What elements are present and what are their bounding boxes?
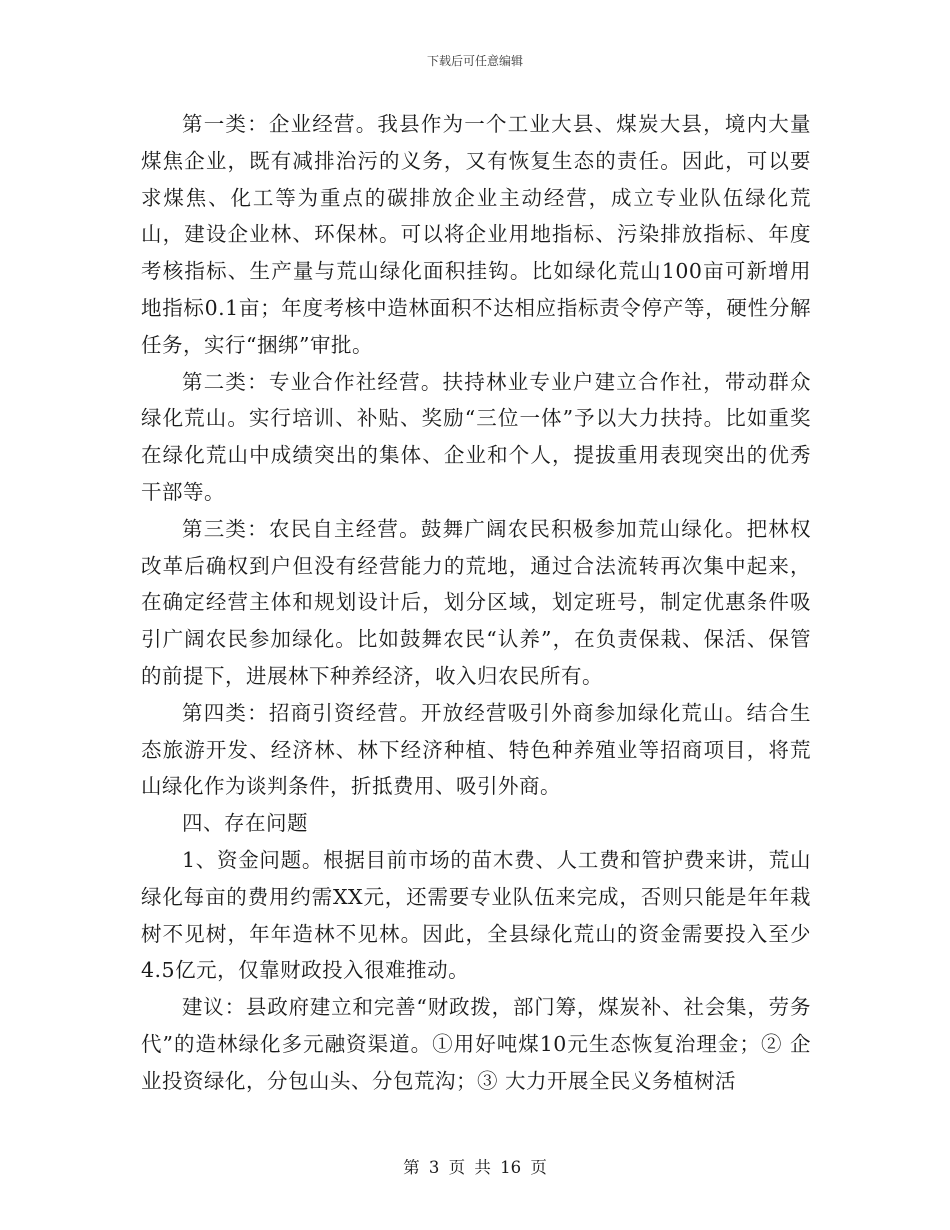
section-heading-problems: 四、存在问题 (182, 811, 308, 836)
paragraph-category-4: 第四类：招商引资经营。开放经营吸引外商参加绿化荒山。结合生态旅游开发、经济林、林下经济种植、特色种养殖业等招商项目，将荒山绿化作为谈判条件，折抵费用、吸引外商。 (141, 700, 811, 799)
document-body (141, 106, 811, 1100)
paragraph-category-2: 第二类：专业合作社经营。扶持林业专业户建立合作社，带动群众绿化荒山。实行培训、补贴、奖励“三位一体”予以大力扶持。比如重奖在绿化荒山中成绩突出的集体、企业和个人，提拔重用表现突出的优秀干部等。 (141, 369, 811, 504)
page-number-footer: 第 3 页 共 16 页 (403, 1158, 547, 1177)
page-header: 下载后可任意编辑 (426, 54, 523, 68)
paragraph-funding-problem: 1、资金问题。根据目前市场的苗木费、人工费和管护费来讲，荒山绿化每亩的费用约需XX元，还需要专业队伍来完成，否则只能是年年栽树不见树，年年造林不见林。因此，全县绿化荒山的资金需要投入至少4.5亿元，仅靠财政投入很难推动。 (141, 847, 811, 983)
paragraph-suggestion: 建议：县政府建立和完善“财政拨，部门筹，煤炭补、社会集，劳务代”的造林绿化多元融资渠道。①用好吨煤10元生态恢复治理金；② 企业投资绿化，分包山头、分包荒沟；③ 大力开展全民义务植树活 (141, 995, 811, 1093)
paragraph-category-1: 第一类：企业经营。我县作为一个工业大县、煤炭大县，境内大量煤焦企业，既有减排治污的义务，又有恢复生态的责任。因此，可以要求煤焦、化工等为重点的碳排放企业主动经营，成立专业队伍绿化荒山，建设企业林、环保林。可以将企业用地指标、污染排放指标、年度考核指标、生产量与荒山绿化面积挂钩。比如绿化荒山100亩可新增用地指标0.1亩；年度考核中造林面积不达相应指标责令停产等，硬性分解任务，实行“捆绑”审批。 (141, 112, 811, 357)
paragraph-category-3: 第三类：农民自主经营。鼓舞广阔农民积极参加荒山绿化。把林权改革后确权到户但没有经营能力的荒地，通过合法流转再次集中起来，在确定经营主体和规划设计后，划分区域，划定班号，制定优惠条件吸引广阔农民参加绿化。比如鼓舞农民“认养”，在负责保栽、保活、保管的前提下，进展林下种养经济，收入归农民所有。 (141, 516, 811, 688)
